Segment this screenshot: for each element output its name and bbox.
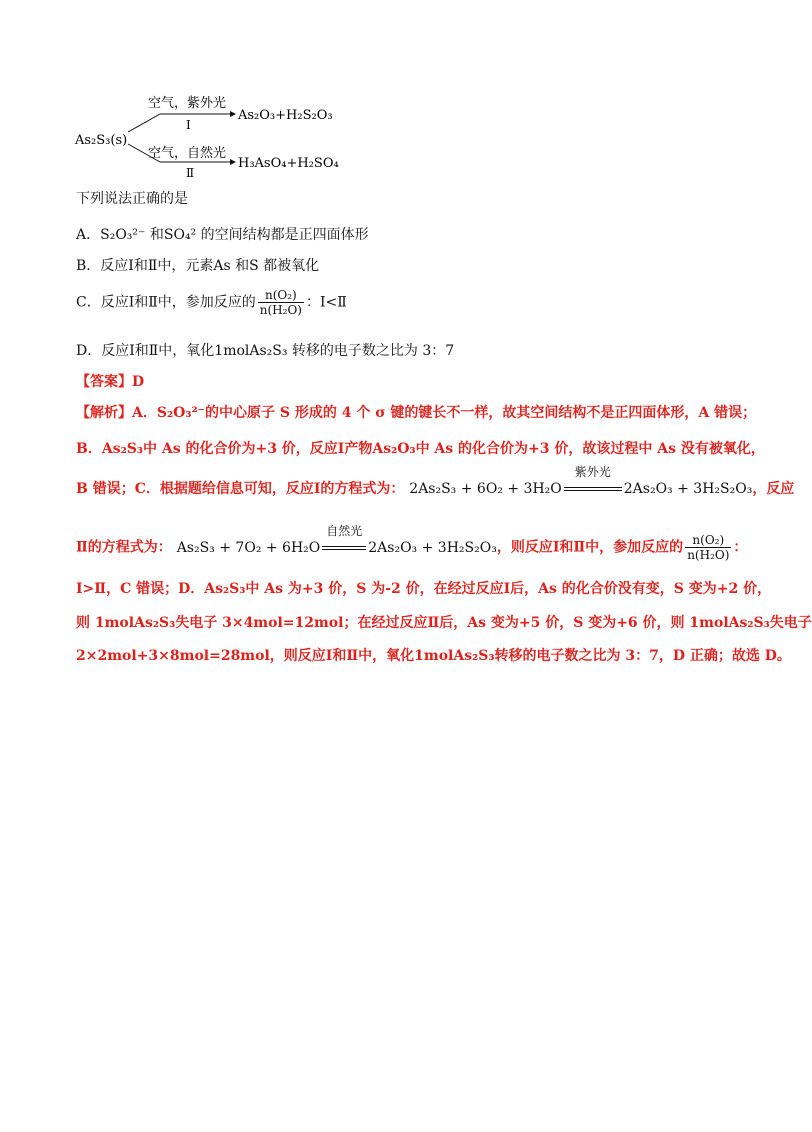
analysis-l2-formula-1: As₂S₃ — [101, 441, 143, 457]
equation-1-condition: 紫外光 — [574, 465, 611, 479]
analysis-line-3 — [76, 465, 795, 498]
analysis-l4-text-2: ，则反应Ⅰ和Ⅱ中，参加反应的 — [496, 539, 684, 556]
scheme-lower-conditions: 空气，自然光 — [148, 146, 227, 161]
option-b-prefix: B．反应Ⅰ和Ⅱ中，元素 — [76, 258, 214, 274]
analysis-l5-text-1: Ⅰ>Ⅱ，C 错误；D． — [76, 581, 205, 597]
equation-1-arrow — [564, 465, 622, 498]
analysis-l4-text-3: ： — [733, 539, 748, 556]
scheme-branch-up — [128, 114, 160, 132]
option-a — [76, 226, 369, 244]
scheme-upper-product: As₂O₃+H₂S₂O₃ — [238, 108, 333, 123]
option-c — [76, 288, 347, 317]
option-b — [76, 257, 319, 275]
analysis-line-2 — [76, 440, 765, 458]
scheme-arrowhead-lower — [230, 159, 236, 165]
analysis-l4-fraction — [685, 533, 731, 562]
analysis-l4-numerator: n(O₂) — [692, 533, 725, 547]
analysis-heading: 【解析】A． — [76, 405, 157, 421]
analysis-l3-text-1: B 错误；C．根据题给信息可知，反应Ⅰ的方程式为： — [76, 481, 405, 497]
option-d-formula: 1molAs₂S₃ — [214, 343, 288, 359]
analysis-l4-denominator: n(H₂O) — [687, 548, 730, 562]
analysis-l6-text-2: 失电子 3×4mol=12mol；在经过反应Ⅱ后，As 变为+5 价，S 变为+6 价，则 1mol — [175, 615, 729, 631]
equation-2-left: As₂S₃ + 7O₂ + 6H₂O — [176, 539, 321, 556]
question-stem: 下列说法正确的是 — [76, 191, 188, 207]
analysis-line-5 — [76, 580, 771, 598]
option-a-mid: 和 — [149, 227, 164, 243]
analysis-l6-formula-1: As₂S₃ — [134, 615, 176, 631]
equation-1-left: 2As₂S₃ + 6O₂ + 3H₂O — [409, 481, 562, 497]
option-c-fraction — [258, 288, 304, 317]
option-c-prefix: C．反应Ⅰ和Ⅱ中，参加反应的 — [76, 294, 256, 311]
option-a-prefix: A． — [76, 227, 101, 243]
option-a-text: 的空间结构都是正四面体形 — [200, 227, 369, 243]
equation-1-double-bar — [564, 487, 622, 491]
analysis-l1-formula: S₂O₃²⁻ — [156, 405, 205, 421]
analysis-line-7 — [76, 647, 791, 665]
option-d-text: 转移的电子数之比为 3：7 — [291, 343, 455, 359]
equation-2 — [176, 523, 497, 556]
analysis-l7-text-2: 转移的电子数之比为 3：7，D 正确；故选 D。 — [494, 648, 791, 664]
analysis-l6-text-3: 失电子 — [769, 615, 812, 631]
analysis-l7-formula: 1molAs₂S₃ — [414, 648, 495, 664]
option-d — [76, 342, 454, 360]
scheme-upper-conditions: 空气，紫外光 — [148, 96, 227, 111]
scheme-lower-product: H₃AsO₄+H₂SO₄ — [238, 156, 339, 171]
equation-1-right: 2As₂O₃ + 3H₂S₂O₃ — [623, 481, 753, 497]
equation-1 — [409, 465, 753, 497]
analysis-l2-text-1: 中 As 的化合价为+3 价，反应Ⅰ产物 — [142, 441, 373, 457]
option-c-denominator: n(H₂O) — [259, 303, 302, 317]
analysis-l2-formula-2: As₂O₃ — [372, 441, 416, 457]
analysis-l6-text-1: 则 1mol — [76, 615, 135, 631]
analysis-l1-text: 的中心原子 S 形成的 4 个 σ 键的键长不一样，故其空间结构不是正四面体形，A 错误； — [204, 405, 757, 421]
analysis-l5-text-2: 中 As 为+3 价，S 为-2 价，在经过反应Ⅰ后，As 的化合价没有变，S 变为+2 价， — [245, 581, 772, 597]
scheme-reactant: As₂S₃(s) — [75, 133, 128, 148]
analysis-l6-formula-2: As₂S₃ — [728, 615, 770, 631]
analysis-l4-text-1: Ⅱ的方程式为： — [76, 539, 172, 556]
scheme-arrowhead-upper — [230, 111, 236, 117]
equation-2-condition: 自然光 — [326, 523, 363, 538]
scheme-lower-roman: Ⅱ — [186, 166, 195, 180]
analysis-l3-text-2: ，反应 — [752, 481, 795, 497]
equation-2-arrow — [322, 523, 366, 557]
analysis-l2-prefix: B． — [76, 441, 102, 457]
option-a-formula-1: S₂O₃²⁻ — [100, 227, 146, 243]
analysis-line-4 — [76, 523, 748, 562]
option-d-prefix: D．反应Ⅰ和Ⅱ中，氧化 — [76, 343, 215, 359]
analysis-line-6 — [76, 614, 812, 632]
answer-label: 【答案】D — [76, 374, 145, 390]
option-c-text: ：Ⅰ<Ⅱ — [305, 294, 347, 311]
reaction-scheme — [70, 92, 370, 182]
scheme-upper-roman: Ⅰ — [186, 118, 191, 132]
analysis-l5-formula: As₂S₃ — [204, 581, 246, 597]
analysis-line-1 — [76, 404, 756, 422]
option-b-text: 和S 都被氧化 — [235, 258, 320, 274]
option-b-formula: As — [213, 258, 231, 274]
option-a-formula-2: SO₄² — [163, 227, 197, 243]
equation-2-right: 2As₂O₃ + 3H₂S₂O₃ — [368, 539, 497, 556]
option-c-numerator: n(O₂) — [265, 288, 297, 302]
analysis-l2-text-2: 中 As 的化合价为+3 价，故该过程中 As 没有被氧化， — [415, 441, 765, 457]
equation-2-double-bar — [322, 546, 366, 550]
analysis-l7-text-1: 2×2mol+3×8mol=28mol，则反应Ⅰ和Ⅱ中，氧化 — [76, 648, 415, 664]
